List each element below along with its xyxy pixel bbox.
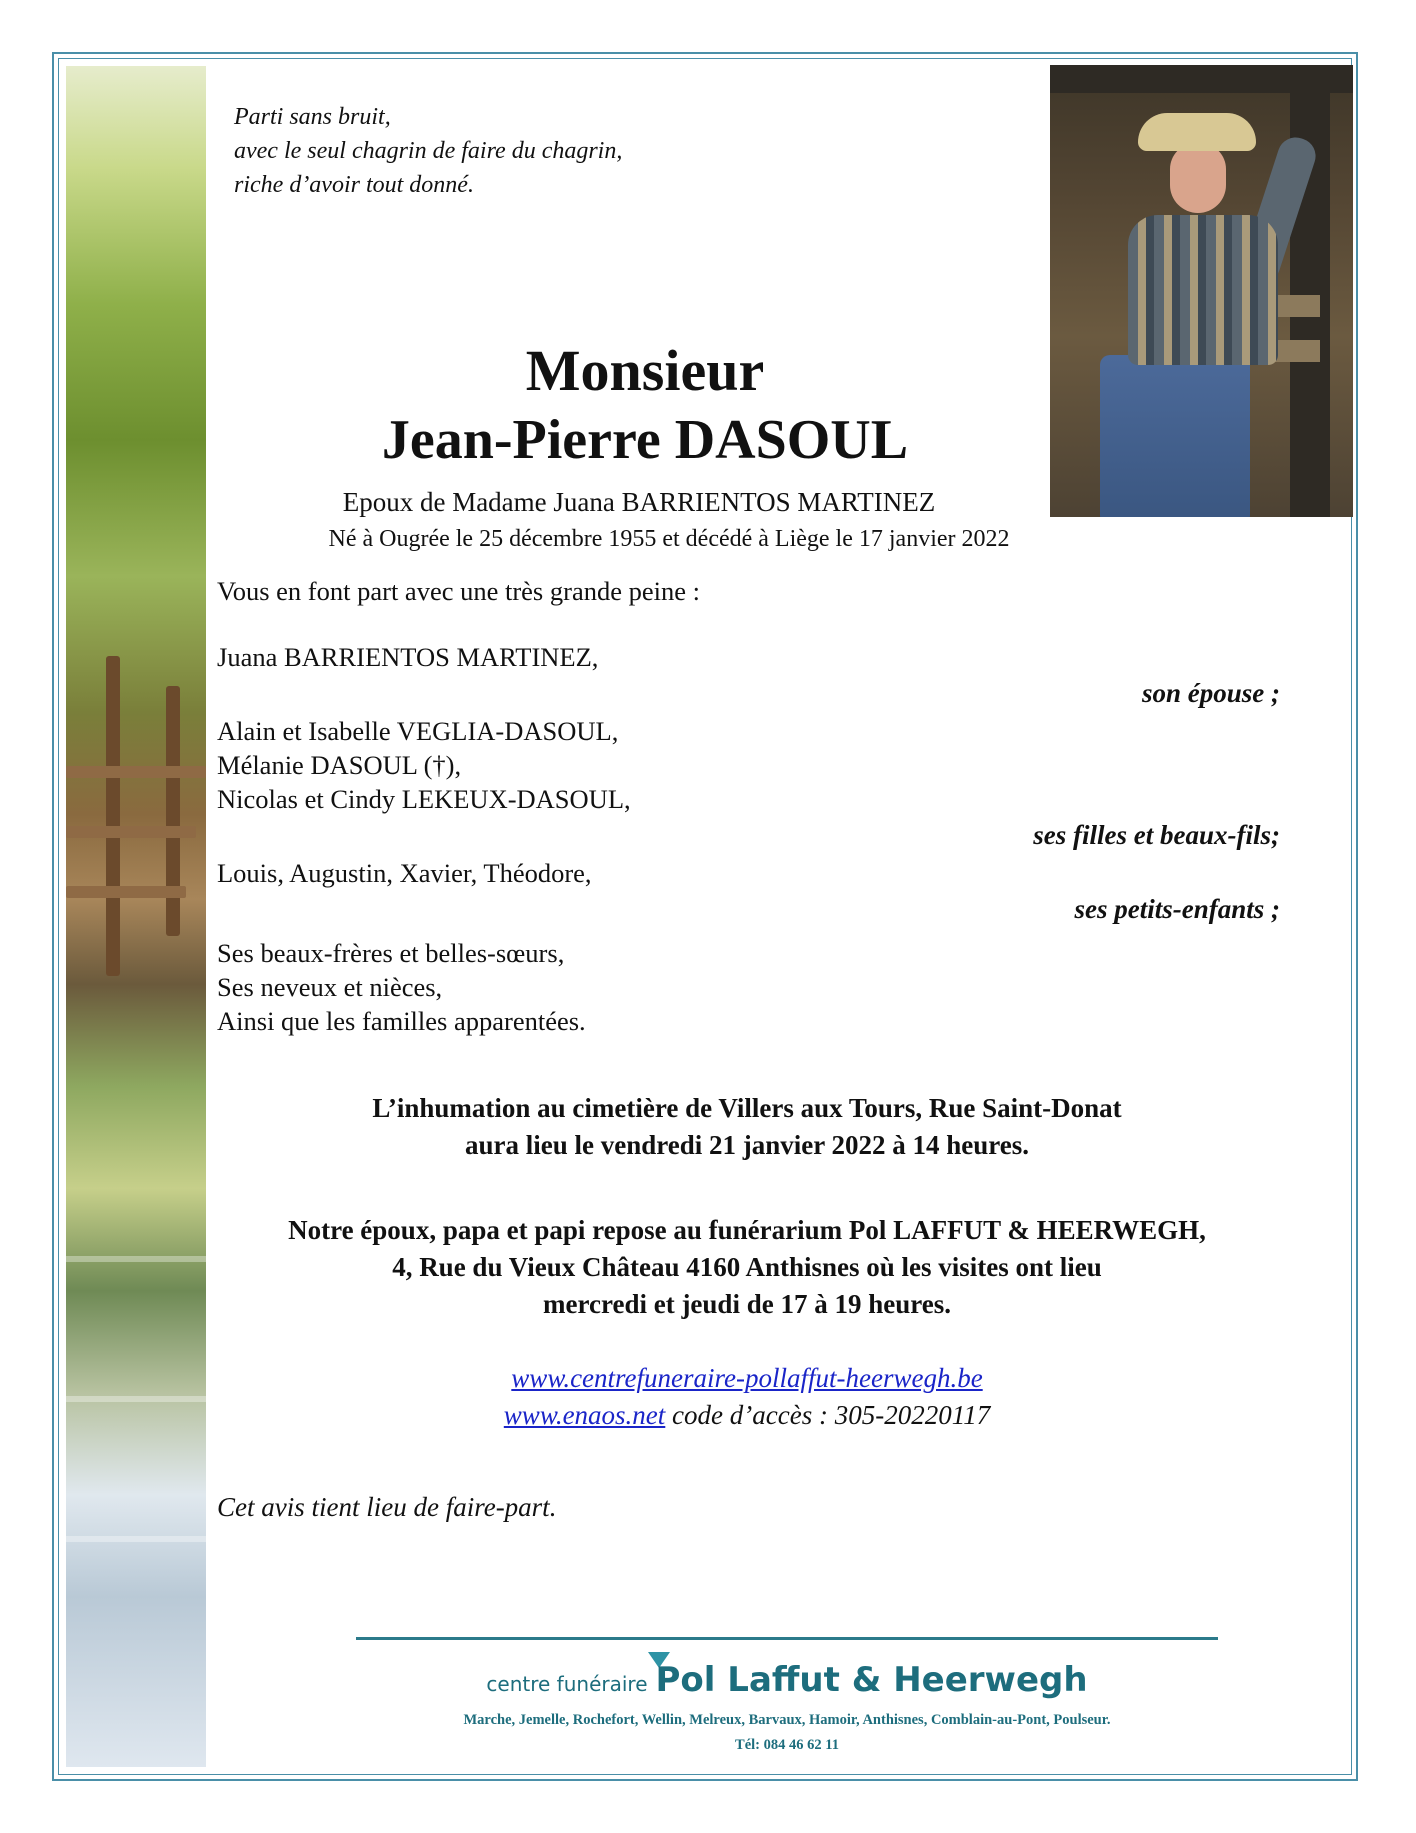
portrait-shirt (1128, 215, 1278, 365)
family-line: Alain et Isabelle VEGLIA-DASOUL, (217, 716, 619, 746)
relation-children: ses filles et beaux-fils; (1033, 820, 1280, 850)
family-line: Louis, Augustin, Xavier, Théodore, (217, 858, 592, 888)
visitation-line: 4, Rue du Vieux Château 4160 Anthisnes où les visites ont lieu (392, 1252, 1102, 1282)
logo-brand: Pol Laffut & Heerwegh (655, 1660, 1088, 1700)
intro-text: Vous en font part avec une très grande peine : (217, 576, 700, 606)
family-others (217, 936, 1277, 1038)
family-grandchildren (217, 856, 1277, 890)
epigraph-line: Parti sans bruit, (234, 104, 391, 130)
family-line: Nicolas et Cindy LEKEUX-DASOUL, (217, 784, 631, 814)
deceased-title (210, 338, 1080, 472)
spouse-line: Epoux de Madame Juana BARRIENTOS MARTINEZ (342, 487, 936, 517)
burial-line: aura lieu le vendredi 21 janvier 2022 à 14 heures. (465, 1130, 1029, 1160)
water-reflection (66, 1256, 206, 1262)
visitation-info (217, 1212, 1277, 1323)
family-line: Mélanie DASOUL (†), (217, 750, 462, 780)
family-line: Juana BARRIENTOS MARTINEZ, (217, 642, 599, 672)
epigraph-line: riche d’avoir tout donné. (234, 172, 474, 198)
visitation-line: Notre époux, papa et papi repose au funérarium Pol LAFFUT & HEERWEGH, (288, 1215, 1206, 1245)
bridge-post (106, 656, 120, 976)
footer-phone: Tél: 084 46 62 11 (735, 1737, 839, 1753)
bridge-plank (66, 886, 186, 898)
burial-line: L’inhumation au cimetière de Villers aux Tours, Rue Saint-Donat (372, 1093, 1122, 1123)
deceased-name: Jean-Pierre DASOUL (381, 409, 909, 471)
portrait-jeans (1100, 355, 1250, 517)
epigraph-line: avec le seul chagrin de faire du chagrin, (234, 138, 623, 164)
relation-spouse: son épouse ; (1141, 678, 1280, 708)
logo-prefix: centre funéraire (486, 1672, 648, 1696)
water-reflection (66, 1396, 206, 1402)
family-children (217, 714, 1277, 816)
side-landscape-photo (66, 66, 206, 1767)
epigraph (234, 100, 794, 202)
family-spouse (217, 640, 1277, 674)
footer-divider (356, 1637, 1218, 1640)
dates-line: Né à Ougrée le 25 décembre 1955 et décédé à Liège le 17 janvier 2022 (328, 526, 1010, 552)
closing-note: Cet avis tient lieu de faire-part. (217, 1492, 557, 1522)
web-links (217, 1360, 1277, 1434)
burial-info (217, 1090, 1277, 1164)
deceased-portrait-photo (1050, 65, 1353, 517)
bridge-plank (66, 766, 206, 778)
family-line: Ses beaux-frères et belles-sœurs, (217, 938, 565, 968)
portrait-hat (1138, 113, 1256, 151)
family-line: Ainsi que les familles apparentées. (217, 1006, 586, 1036)
portrait-face (1170, 143, 1226, 213)
footer-towns: Marche, Jemelle, Rochefort, Wellin, Melreux, Barvaux, Hamoir, Anthisnes, Comblain-au-Pont, Poulseur. (463, 1712, 1111, 1728)
bridge-plank (66, 826, 196, 838)
family-line: Ses neveux et nièces, (217, 972, 443, 1002)
bridge-post (166, 686, 180, 936)
water-reflection (66, 1536, 206, 1542)
funeral-website-link[interactable]: www.centrefuneraire-pollaffut-heerwegh.be (511, 1363, 983, 1393)
portrait-post (1290, 65, 1330, 517)
funeral-home-logo (356, 1660, 1218, 1700)
enaos-website-link[interactable]: www.enaos.net (503, 1400, 666, 1430)
civility: Monsieur (525, 338, 765, 403)
relation-grandchildren: ses petits-enfants ; (1074, 894, 1280, 924)
visitation-line: mercredi et jeudi de 17 à 19 heures. (543, 1289, 951, 1319)
access-code: code d’accès : 305-20220117 (665, 1400, 991, 1430)
